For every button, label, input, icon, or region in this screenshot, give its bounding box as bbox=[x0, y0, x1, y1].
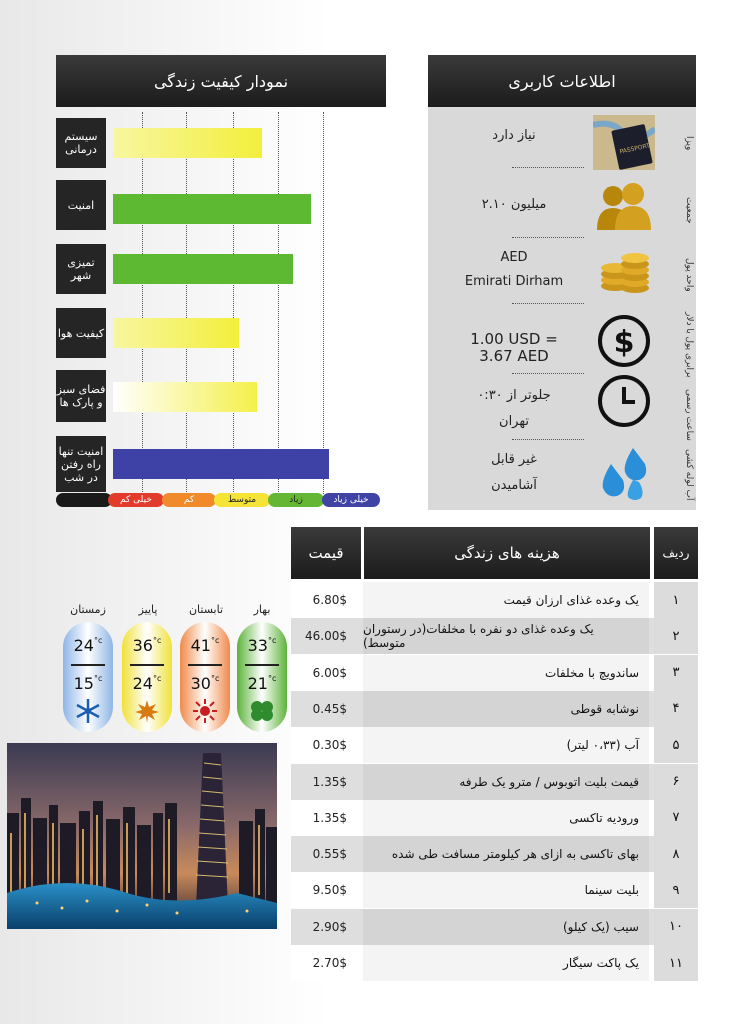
time-value-2: تهران bbox=[499, 414, 529, 429]
season-name: بهار bbox=[253, 603, 271, 616]
legend-level: خیلی زیاد bbox=[322, 493, 380, 507]
user-info-title: اطلاعات کاربری bbox=[428, 55, 696, 107]
cost-row-number: ۳ bbox=[654, 655, 698, 691]
legend-level: کم bbox=[162, 493, 216, 507]
cost-price: 46.00$ bbox=[305, 629, 347, 644]
category-label: تمیزی شهر bbox=[56, 244, 106, 294]
clover-icon bbox=[249, 698, 275, 724]
currency-code: AED bbox=[500, 250, 528, 265]
category-label: کیفیت هوا bbox=[56, 308, 106, 358]
cost-price: 6.00$ bbox=[312, 665, 347, 680]
high-temp: $24^{^\circ c}$ bbox=[73, 636, 103, 655]
cost-item-name: یک وعده غذای دو نفره با مخلفات(در رستوران متوسط) bbox=[363, 618, 649, 654]
category-label: امنیت تنها راه رفتن در شب bbox=[56, 436, 106, 492]
water-value-2: آشامیدن bbox=[491, 478, 537, 493]
autumn-temperature-pill bbox=[122, 622, 172, 732]
low-temp: $30^{^\circ c}$ bbox=[190, 674, 220, 693]
cost-row-number: ۱۱ bbox=[654, 945, 698, 981]
divider bbox=[130, 664, 164, 666]
cost-row bbox=[291, 764, 698, 800]
chart-title: نمودار کیفیت زندگی bbox=[56, 55, 386, 107]
low-temp: $21^{^\circ c}$ bbox=[247, 674, 277, 693]
water-value-1: غیر قابل bbox=[491, 452, 537, 467]
category-label: سیستم درمانی bbox=[56, 118, 106, 168]
visa-label: ویزا bbox=[684, 135, 694, 151]
cost-row bbox=[291, 836, 698, 872]
svg-text:PASSPORT: PASSPORT bbox=[619, 142, 651, 156]
divider bbox=[71, 664, 105, 666]
cost-row-number: ۶ bbox=[654, 764, 698, 800]
cost-item-name: آب (۰،۳۳ لیتر) bbox=[363, 727, 649, 763]
cost-header-name: هزینه های زندگی bbox=[364, 527, 650, 579]
exchange-value-usd: 1.00 USD = bbox=[470, 330, 558, 348]
svg-text:$: $ bbox=[613, 325, 635, 360]
cost-header-price: قیمت bbox=[291, 527, 361, 579]
category-label: امنیت bbox=[56, 180, 106, 230]
cost-item-name: بلیت سینما bbox=[363, 872, 649, 908]
cost-price: 6.80$ bbox=[312, 593, 347, 607]
divider bbox=[188, 664, 222, 666]
legend-level: متوسط bbox=[214, 493, 270, 507]
season-name: پاییز bbox=[138, 603, 158, 616]
summer-temperature-pill bbox=[180, 622, 230, 732]
cost-row-number: ۹ bbox=[654, 872, 698, 908]
leaf-icon bbox=[134, 698, 160, 724]
spring-temperature-pill bbox=[237, 622, 287, 732]
exchange-label: برابری پول با دلار bbox=[684, 312, 694, 378]
low-temp: $15^{^\circ c}$ bbox=[73, 674, 103, 693]
cost-item-name: سیب (یک کیلو) bbox=[363, 909, 649, 945]
high-temp: $33^{^\circ c}$ bbox=[247, 636, 277, 655]
cost-price: 1.35$ bbox=[312, 774, 347, 789]
dubai-skyline-image bbox=[7, 743, 277, 929]
cost-row-number: ۱۰ bbox=[654, 909, 698, 945]
cost-row-number: ۱ bbox=[654, 582, 698, 618]
cost-row-number: ۷ bbox=[654, 800, 698, 836]
currency-label: واحد پول bbox=[684, 258, 694, 292]
category-label: فضای سبز و پارک ها bbox=[56, 370, 106, 422]
cost-row bbox=[291, 800, 698, 836]
legend-level: خیلی کم bbox=[108, 493, 164, 507]
water-label: آب لوله کشی bbox=[684, 449, 694, 501]
season-name: تابستان bbox=[188, 603, 224, 616]
cost-item-name: یک وعده غذای ارزان قیمت bbox=[363, 582, 649, 618]
high-temp: $41^{^\circ c}$ bbox=[190, 636, 220, 655]
population-value: ۲.۱۰ میلیون bbox=[481, 197, 547, 212]
winter-temperature-pill bbox=[63, 622, 113, 732]
cost-item-name: ورودیه تاکسی bbox=[363, 800, 649, 836]
cost-row-number: ۴ bbox=[654, 691, 698, 727]
cost-price: 9.50$ bbox=[312, 883, 347, 898]
sun-icon bbox=[192, 698, 218, 724]
cost-price: 0.45$ bbox=[312, 701, 347, 716]
cost-item-name: قیمت بلیت اتوبوس / مترو یک طرفه bbox=[363, 764, 649, 800]
cost-row-number: ۵ bbox=[654, 727, 698, 763]
cost-header-num: ردیف bbox=[654, 527, 698, 579]
time-value-1: ۰:۳۰ جلوتر از bbox=[477, 388, 551, 403]
weather-section bbox=[0, 0, 300, 740]
divider bbox=[245, 664, 279, 666]
cost-row bbox=[291, 945, 698, 981]
season-name: زمستان bbox=[70, 603, 106, 616]
cost-row bbox=[291, 727, 698, 763]
cost-row bbox=[291, 618, 698, 654]
cost-price: 0.30$ bbox=[312, 738, 347, 753]
cost-row-number: ۲ bbox=[654, 618, 698, 654]
cost-item-name: ساندویچ با مخلفات bbox=[363, 655, 649, 691]
high-temp: $36^{^\circ c}$ bbox=[132, 636, 162, 655]
cost-price: 2.70$ bbox=[312, 956, 347, 970]
cost-row bbox=[291, 655, 698, 691]
cost-row bbox=[291, 582, 698, 618]
snowflake-icon bbox=[75, 698, 101, 724]
cost-row bbox=[291, 909, 698, 945]
cost-item-name: نوشابه قوطی bbox=[363, 691, 649, 727]
exchange-value-aed: 3.67 AED bbox=[479, 347, 549, 365]
cost-row bbox=[291, 872, 698, 908]
low-temp: $24^{^\circ c}$ bbox=[132, 674, 162, 693]
cost-item-name: یک پاکت سیگار bbox=[363, 945, 649, 981]
legend-level: زیاد bbox=[268, 493, 324, 507]
cost-row bbox=[291, 691, 698, 727]
cost-price: 1.35$ bbox=[312, 810, 347, 825]
cost-item-name: بهای تاکسی به ازای هر کیلومتر مسافت طی شده bbox=[363, 836, 649, 872]
cost-row-number: ۸ bbox=[654, 836, 698, 872]
cost-price: 2.90$ bbox=[312, 919, 347, 934]
cost-price: 0.55$ bbox=[312, 847, 347, 862]
time-label: ساعت رسمی bbox=[684, 389, 694, 441]
population-label: جمعیت bbox=[684, 196, 694, 224]
visa-value: نیاز دارد bbox=[492, 128, 536, 143]
currency-name: Emirati Dirham bbox=[464, 274, 564, 289]
